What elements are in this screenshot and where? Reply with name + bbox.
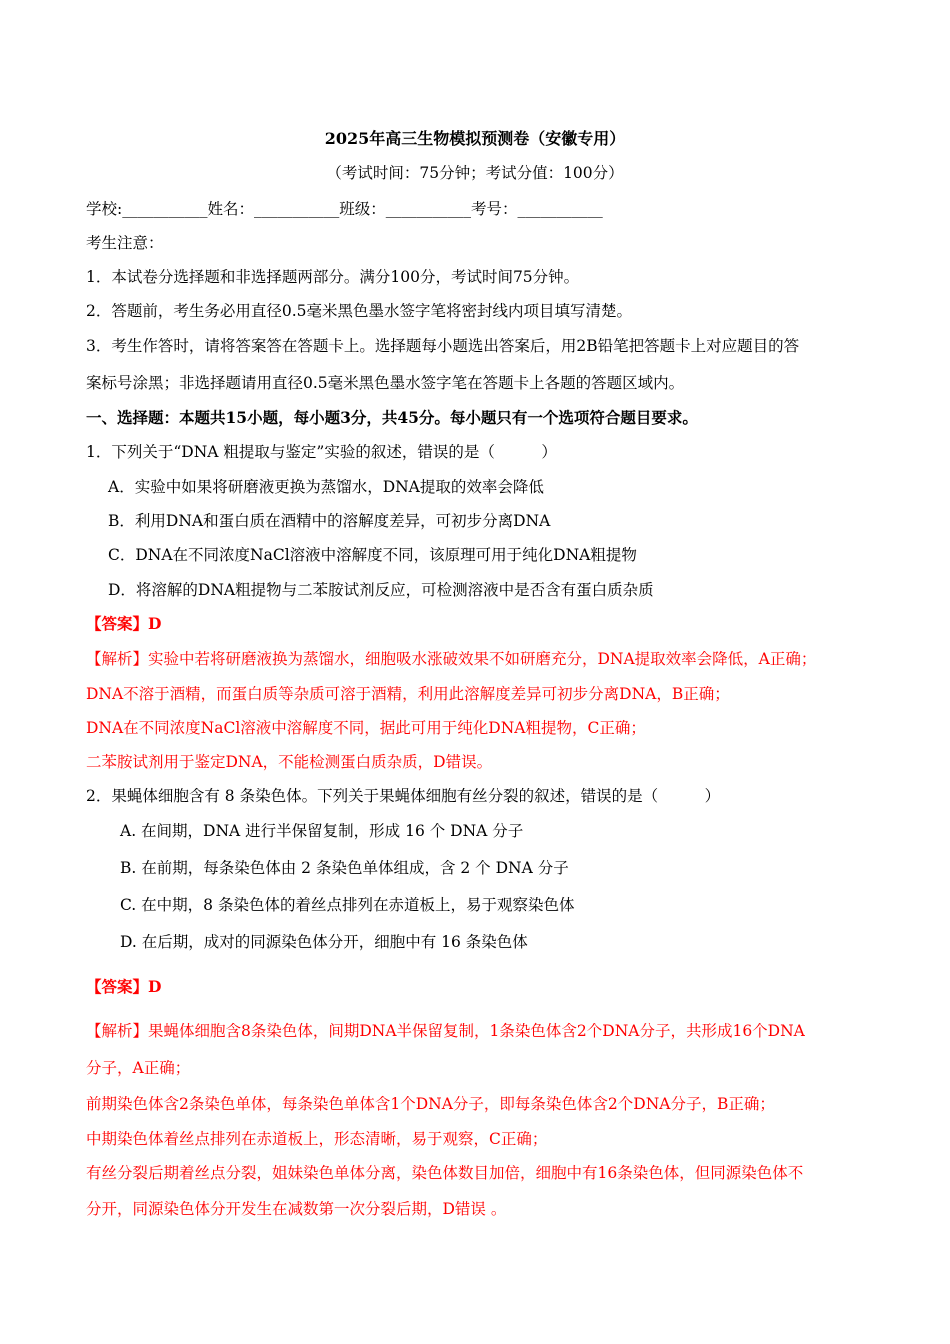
question-2-stem: 2．果蝇体细胞含有 8 条染色体。下列关于果蝇体细胞有丝分裂的叙述，错误的是（ ） [86,787,721,805]
question-2-analysis: 分开，同源染色体分开发生在减数第一次分裂后期，D错误 。 [86,1200,507,1218]
exam-subtitle: （考试时间：75分钟；考试分值：100分） [326,164,624,182]
question-2-analysis: 中期染色体着丝点排列在赤道板上，形态清晰，易于观察，C正确； [86,1130,548,1148]
question-1-analysis: 【解析】实验中若将研磨液换为蒸馏水，细胞吸水涨破效果不如研磨充分，DNA提取效率会降低，A正确； [86,650,817,668]
question-2-analysis: 有丝分裂后期着丝点分裂，姐妹染色单体分离，染色体数目加倍，细胞中有16条染色体，但同源染色体不 [86,1164,804,1182]
section-heading: 一、选择题：本题共15小题，每小题3分，共45分。每小题只有一个选项符合题目要求。 [86,408,698,427]
student-info-line: 学校:___________姓名：___________班级：___________考号：___________ [86,200,603,218]
question-2-option-a: A. 在间期，DNA 进行半保留复制，形成 16 个 DNA 分子 [120,822,524,840]
question-2-option-b: B. 在前期，每条染色体由 2 条染色单体组成，含 2 个 DNA 分子 [120,859,569,877]
question-1-option-b: B．利用DNA和蛋白质在酒精中的溶解度差异，可初步分离DNA [108,512,551,530]
notice-item: 案标号涂黑；非选择题请用直径0.5毫米黑色墨水签字笔在答题卡上各题的答题区域内。 [86,374,685,392]
question-1-analysis: DNA不溶于酒精，而蛋白质等杂质可溶于酒精，利用此溶解度差异可初步分离DNA，B正确； [86,685,730,703]
notice-heading: 考生注意： [86,234,164,252]
question-1-analysis: DNA在不同浓度NaCl溶液中溶解度不同，据此可用于纯化DNA粗提物，C正确； [86,719,646,737]
question-1-option-d: D．将溶解的DNA粗提物与二苯胺试剂反应，可检测溶液中是否含有蛋白质杂质 [108,581,654,599]
question-1-option-a: A．实验中如果将研磨液更换为蒸馏水，DNA提取的效率会降低 [108,478,544,496]
question-1-analysis: 二苯胺试剂用于鉴定DNA，不能检测蛋白质杂质，D错误。 [86,753,493,771]
notice-item: 2．答题前，考生务必用直径0.5毫米黑色墨水签字笔将密封线内项目填写清楚。 [86,302,633,320]
question-2-option-d: D. 在后期，成对的同源染色体分开，细胞中有 16 条染色体 [120,933,528,951]
notice-item: 3．考生作答时，请将答案答在答题卡上。选择题每小题选出答案后，用2B铅笔把答题卡上对应题目的答 [86,337,800,355]
exam-title: 2025年高三生物模拟预测卷（安徽专用） [324,129,626,148]
question-2-analysis: 【解析】果蝇体细胞含8条染色体，间期DNA半保留复制，1条染色体含2个DNA分子，共形成16个DNA [86,1022,805,1040]
question-2-option-c: C. 在中期，8 条染色体的着丝点排列在赤道板上，易于观察染色体 [120,896,575,914]
notice-item: 1．本试卷分选择题和非选择题两部分。满分100分，考试时间75分钟。 [86,268,580,286]
question-2-analysis: 前期染色体含2条染色单体，每条染色单体含1个DNA分子，即每条染色体含2个DNA分子，B正确； [86,1095,775,1113]
question-2-answer: 【答案】D [86,977,162,996]
question-1-option-c: C．DNA在不同浓度NaCl溶液中溶解度不同，该原理可用于纯化DNA粗提物 [108,546,637,564]
question-1-stem: 1．下列关于“DNA 粗提取与鉴定”实验的叙述，错误的是（ ） [86,443,557,461]
question-1-answer: 【答案】D [86,614,162,633]
question-2-analysis: 分子，A正确； [86,1059,191,1077]
